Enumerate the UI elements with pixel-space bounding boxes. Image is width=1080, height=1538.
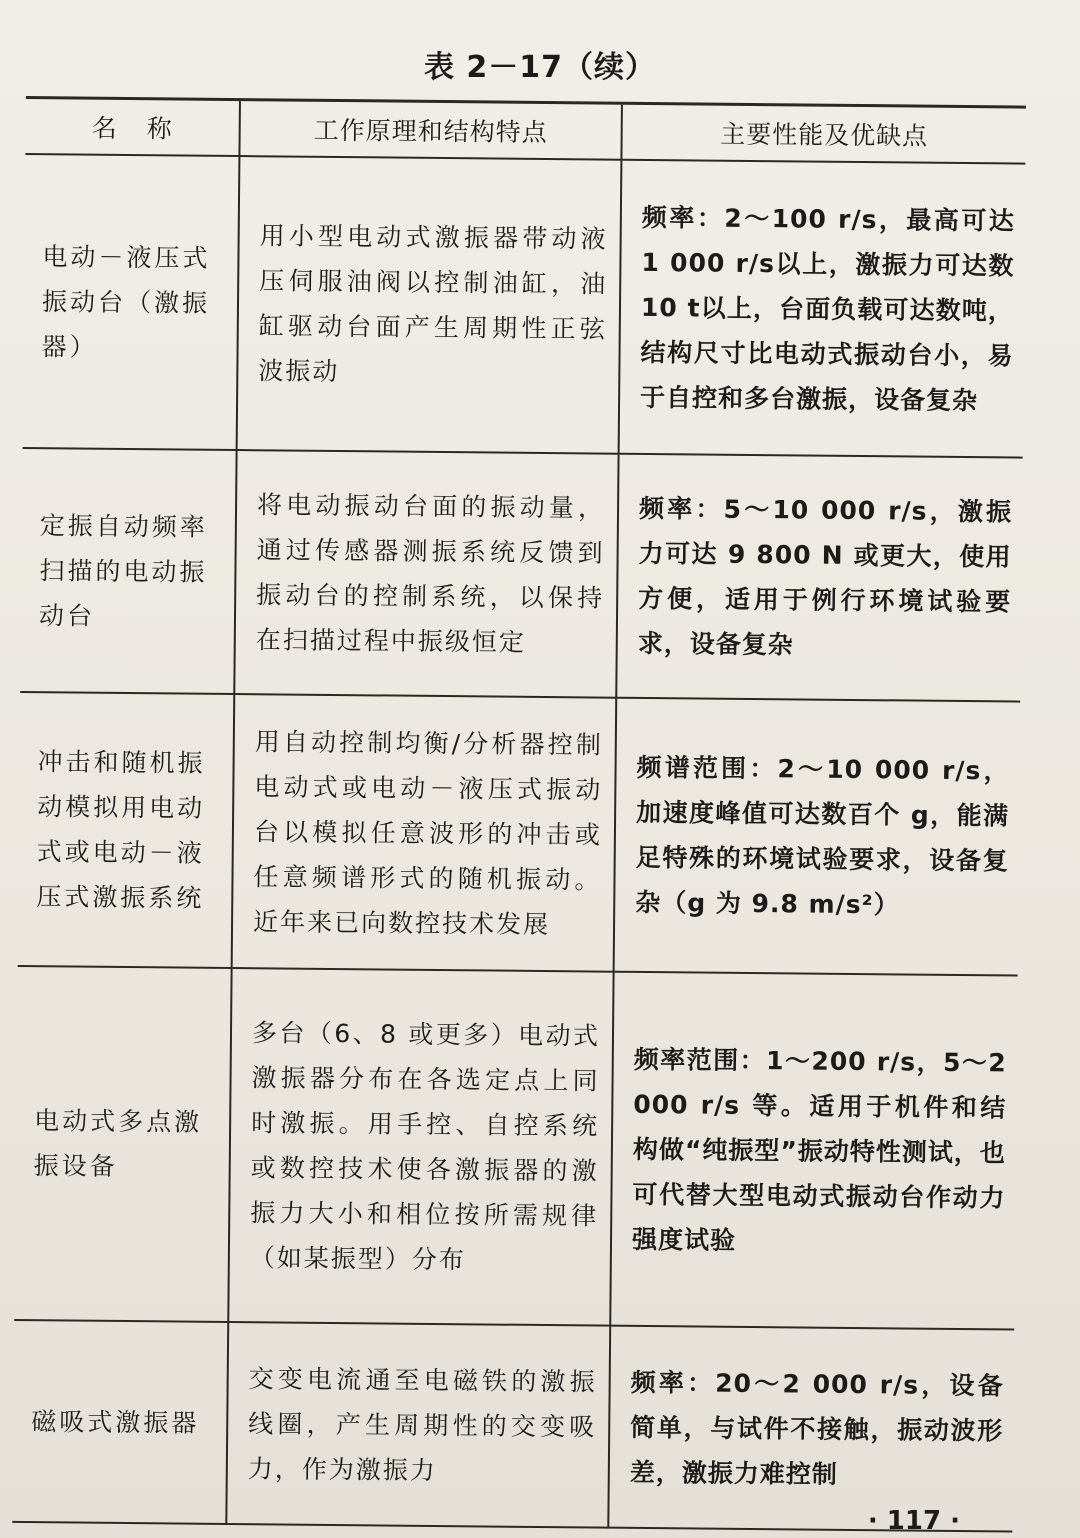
page-number: · 117 · xyxy=(867,1506,960,1536)
data-table xyxy=(12,99,1026,1533)
header-principle: 工作原理和结构特点 xyxy=(239,101,622,160)
header-performance: 主要性能及优缺点 xyxy=(621,105,1026,164)
row-performance: 频率：2～100 r/s，最高可达1 000 r/s以上，激振力可达数 10 t以上，台面负载可达数吨，结构尺寸比电动式振动台小，易于自控和多台激振，设备复杂 xyxy=(619,160,1026,458)
table-row xyxy=(20,448,1022,702)
header-name: 名称 xyxy=(25,99,240,156)
vibration-equipment-table xyxy=(12,96,1026,1533)
table-row xyxy=(18,692,1021,976)
table-row xyxy=(12,1320,1014,1532)
row-performance: 频率：20～2 000 r/s，设备简单，与试件不接触，振动波形差，激振力难控制 xyxy=(608,1326,1014,1532)
row-principle: 将电动振动台面的振动量，通过传感器测振系统反馈到振动台的控制系统，以保持在扫描过程中振级恒定 xyxy=(234,450,618,698)
row-performance: 频率：5～10 000 r/s，激振力可达 9 800 N 或更大，使用方便，适用于例行环境试验要求，设备复杂 xyxy=(616,454,1022,702)
row-principle: 多台（6、8 或更多）电动式激振器分布在各选定点上同时激振。用手控、自控系统或数控技术使各激振器的激振力大小和相位按所需规律（如某振型）分布 xyxy=(228,968,613,1326)
row-name: 冲击和随机振动模拟用电动式或电动－液压式激振系统 xyxy=(18,692,235,968)
row-performance: 频率范围：1～200 r/s，5～2 000 r/s 等。适用于机件和结构做“纯振型”振动特性测试，也可代替大型电动式振动台作动力强度试验 xyxy=(610,972,1017,1330)
row-performance: 频谱范围：2～10 000 r/s，加速度峰值可达数百个 g，能满足特殊的环境试验要求，设备复杂（g 为 9.8 m/s²） xyxy=(614,698,1021,976)
row-principle: 用自动控制均衡/分析器控制电动式或电动－液压式振动台以模拟任意波形的冲击或任意频谱形式的随机振动。近年来已向数控技术发展 xyxy=(232,694,617,972)
row-name: 电动－液压式振动台（激振器） xyxy=(23,154,240,450)
header-row xyxy=(25,99,1025,164)
row-principle: 交变电流通至电磁铁的激振线圈，产生周期性的交变吸力，作为激振力 xyxy=(226,1322,610,1528)
table-caption: 表 2－17（续） xyxy=(423,50,657,85)
row-name: 磁吸式激振器 xyxy=(12,1320,228,1524)
table-row xyxy=(14,966,1017,1330)
row-name: 定振自动频率扫描的电动振动台 xyxy=(20,448,236,694)
row-name: 电动式多点激振设备 xyxy=(14,966,231,1322)
row-principle: 用小型电动式激振器带动液压伺服油阀以控制油缸，油缸驱动台面产生周期性正弦波振动 xyxy=(237,156,622,454)
table-row xyxy=(23,154,1026,458)
